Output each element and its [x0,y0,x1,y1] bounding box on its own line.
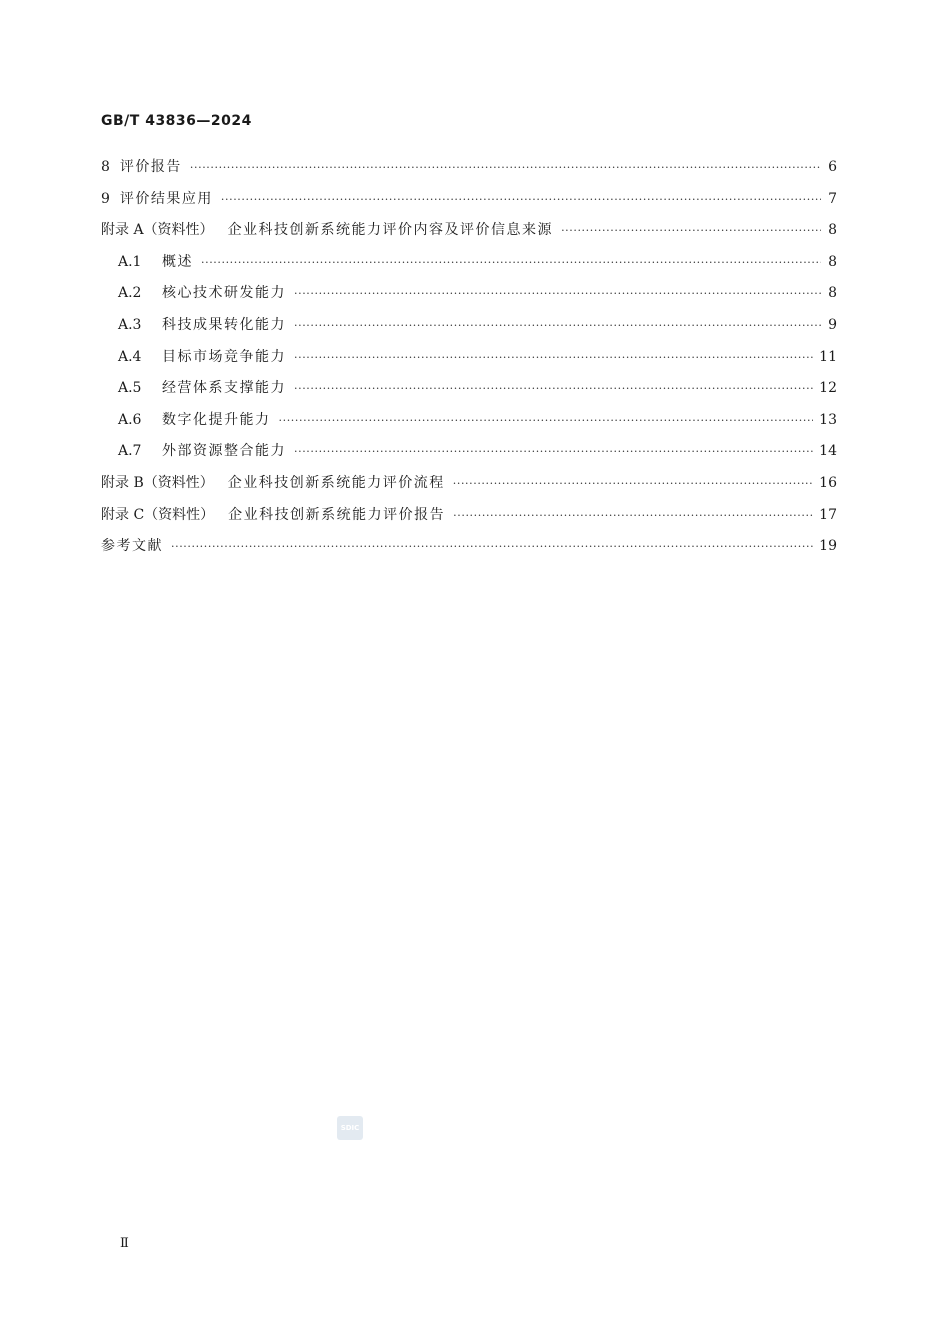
toc-entry-a1[interactable] [101,247,837,279]
toc-entry-title: 企业科技创新系统能力评价流程 [227,474,445,491]
toc-entry-number: 附录 C（资料性） [101,506,215,523]
toc-entry-number: A.4 [118,348,142,365]
toc-leader-dots [294,310,821,342]
toc-entry-title: 概述 [162,253,193,270]
toc-entry-title: 企业科技创新系统能力评价报告 [228,506,446,523]
toc-entry-page: 8 [828,222,837,239]
watermark-logo-icon [337,1116,363,1140]
toc-entry-appendix-a[interactable] [101,215,837,247]
toc-entry-a5[interactable] [101,373,837,405]
toc-entry-title: 外部资源整合能力 [162,443,286,460]
toc-entry-page: 12 [819,380,837,397]
standard-code: GB/T 43836—2024 [101,113,252,129]
toc-entry-title: 经营体系支撑能力 [162,380,286,397]
toc-leader-dots [453,500,813,532]
toc-entry-title: 评价结果应用 [119,190,213,207]
toc-entry-page: 13 [819,411,837,428]
toc-entry-a6[interactable] [101,405,837,437]
toc-entry-a3[interactable] [101,310,837,342]
toc-entry-9[interactable] [101,184,837,216]
toc-entry-references[interactable] [101,531,837,563]
toc-entry-a7[interactable] [101,436,837,468]
toc-leader-dots [294,342,813,374]
toc-entry-number: 9 [101,190,110,207]
toc-entry-number: 附录 B（资料性） [101,474,214,491]
toc-entry-a2[interactable] [101,278,837,310]
toc-entry-number: A.3 [118,316,142,333]
toc-entry-number: A.5 [118,380,142,397]
toc-entry-appendix-b[interactable] [101,468,837,500]
toc-leader-dots [201,247,821,279]
toc-entry-page: 8 [828,253,837,270]
toc-leader-dots [221,184,821,216]
toc-leader-dots [453,468,813,500]
toc-entry-page: 11 [819,348,837,365]
toc-entry-title: 核心技术研发能力 [162,285,286,302]
toc-entry-number: A.7 [118,443,142,460]
toc-entry-title: 参考文献 [101,538,163,555]
toc-entry-8[interactable] [101,152,837,184]
toc-entry-page: 7 [828,190,837,207]
toc-leader-dots [294,278,821,310]
toc-entry-appendix-c[interactable] [101,500,837,532]
toc-entry-number: A.2 [118,285,142,302]
toc-entry-number: 附录 A（资料性） [101,222,214,239]
toc-entry-number: A.1 [118,253,142,270]
table-of-contents [101,152,837,563]
toc-leader-dots [279,405,814,437]
toc-entry-number: A.6 [118,411,142,428]
toc-entry-page: 14 [819,443,837,460]
toc-entry-page: 9 [828,316,837,333]
toc-entry-title: 数字化提升能力 [162,411,271,428]
toc-leader-dots [294,436,813,468]
toc-entry-page: 16 [819,474,837,491]
toc-entry-title: 科技成果转化能力 [162,316,286,333]
watermark-text: SDIC [340,1124,360,1132]
page-number: Ⅱ [120,1236,129,1251]
toc-leader-dots [294,373,813,405]
toc-entry-page: 17 [819,506,837,523]
toc-entry-page: 6 [828,159,837,175]
toc-entry-title: 目标市场竞争能力 [162,348,286,365]
toc-entry-page: 8 [828,285,837,302]
toc-entry-page: 19 [819,538,837,555]
toc-entry-a4[interactable] [101,342,837,374]
toc-entry-title: 评价报告 [119,159,182,175]
toc-leader-dots [171,531,813,563]
toc-entry-title: 企业科技创新系统能力评价内容及评价信息来源 [227,222,554,239]
toc-entry-number: 8 [101,159,110,175]
toc-leader-dots [190,152,821,184]
toc-leader-dots [561,215,821,247]
